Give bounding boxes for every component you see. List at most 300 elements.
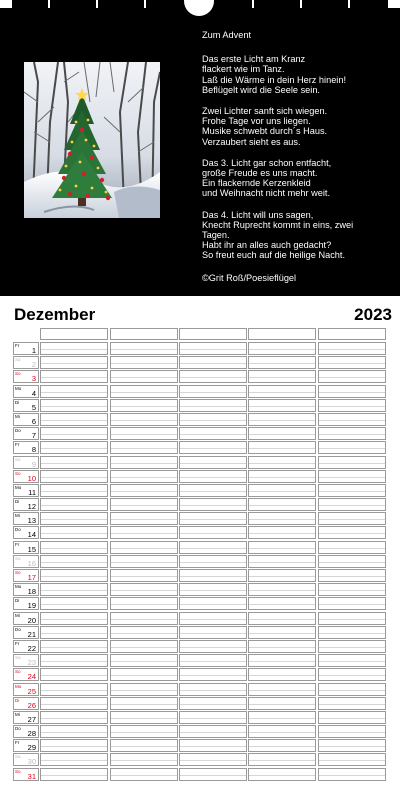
- entry-cell[interactable]: [40, 370, 108, 383]
- poem-line: Tagen.: [202, 230, 230, 241]
- entry-cell[interactable]: [110, 441, 178, 454]
- day-label-cell: [13, 541, 39, 554]
- entry-cell[interactable]: [110, 470, 178, 483]
- entry-cell[interactable]: [110, 654, 178, 667]
- entry-cell[interactable]: [179, 413, 247, 426]
- poem-line: Knecht Ruprecht kommt in eins, zwei: [202, 219, 354, 230]
- entry-cell[interactable]: [318, 541, 386, 554]
- entry-cell[interactable]: [179, 753, 247, 766]
- day-label-cell: [13, 597, 39, 610]
- entry-cell[interactable]: [110, 725, 178, 738]
- binding-tick: [144, 0, 146, 8]
- entry-cell[interactable]: [179, 626, 247, 639]
- entry-cell[interactable]: [318, 385, 386, 398]
- day-label-cell: [13, 385, 39, 398]
- entry-cell[interactable]: [248, 683, 316, 696]
- entry-cell[interactable]: [40, 456, 108, 469]
- entry-cell[interactable]: [248, 739, 316, 752]
- day-row: [13, 612, 387, 626]
- day-row: [13, 541, 387, 555]
- entry-cell[interactable]: [318, 654, 386, 667]
- entry-cell[interactable]: [248, 399, 316, 412]
- day-row: [13, 512, 387, 526]
- day-number: 21: [27, 629, 36, 639]
- entry-cell[interactable]: [110, 484, 178, 497]
- day-number: 1: [31, 346, 36, 355]
- entry-cell[interactable]: [40, 640, 108, 653]
- entry-cell[interactable]: [318, 668, 386, 681]
- entry-cell[interactable]: [179, 427, 247, 440]
- entry-cell[interactable]: [110, 753, 178, 766]
- weekday-abbrev: Fr: [15, 541, 20, 547]
- day-row: [13, 753, 387, 767]
- entry-cell[interactable]: [40, 512, 108, 525]
- day-label-cell: [13, 427, 39, 440]
- day-label-cell: [13, 711, 39, 724]
- day-label-cell: [13, 526, 39, 539]
- entry-cell[interactable]: [248, 512, 316, 525]
- entry-cell[interactable]: [248, 711, 316, 724]
- entry-cell[interactable]: [110, 399, 178, 412]
- day-label-cell: [13, 583, 39, 596]
- day-number: 2: [31, 360, 36, 370]
- column-header-cell[interactable]: [248, 328, 316, 340]
- poem-line: Frohe Tage vor uns liegen.: [202, 116, 311, 127]
- entry-cell[interactable]: [179, 356, 247, 369]
- day-row: [13, 654, 387, 668]
- entry-cell[interactable]: [179, 683, 247, 696]
- entry-cell[interactable]: [110, 612, 178, 625]
- weekday-abbrev: Mi: [15, 413, 20, 419]
- day-label-cell: [13, 470, 39, 483]
- binding-strip: [0, 0, 12, 8]
- entry-cell[interactable]: [318, 683, 386, 696]
- day-row: [13, 626, 387, 640]
- entry-cell[interactable]: [40, 711, 108, 724]
- day-number: 19: [27, 601, 36, 611]
- entry-cell[interactable]: [248, 498, 316, 511]
- entry-cell[interactable]: [110, 640, 178, 653]
- entry-cell[interactable]: [248, 626, 316, 639]
- weekday-abbrev: Sa: [15, 754, 21, 760]
- entry-cell[interactable]: [248, 697, 316, 710]
- poem-credit: ©Grit Roß/Poesieflügel: [202, 272, 297, 283]
- day-row: [13, 683, 387, 697]
- day-label-cell: [13, 768, 39, 781]
- entry-cell[interactable]: [110, 456, 178, 469]
- entry-cell[interactable]: [318, 470, 386, 483]
- day-label-cell: [13, 399, 39, 412]
- poem-title: Zum Advent: [202, 30, 252, 40]
- weekday-abbrev: Fr: [15, 343, 20, 348]
- day-number: 15: [27, 544, 36, 554]
- entry-cell[interactable]: [248, 541, 316, 554]
- entry-cell[interactable]: [248, 583, 316, 596]
- day-row: [13, 711, 387, 725]
- day-row: [13, 399, 387, 413]
- day-row: [13, 342, 387, 356]
- weekday-abbrev: Sa: [15, 655, 21, 661]
- weekday-abbrev: So: [15, 768, 21, 774]
- entry-cell[interactable]: [318, 484, 386, 497]
- entry-cell[interactable]: [40, 697, 108, 710]
- entry-cell[interactable]: [179, 498, 247, 511]
- poem-line: Musike schwebt durch´s Haus.: [202, 126, 328, 137]
- entry-cell[interactable]: [40, 356, 108, 369]
- weekday-abbrev: Di: [15, 697, 20, 703]
- day-label-cell: [13, 697, 39, 710]
- weekday-abbrev: So: [15, 371, 21, 377]
- day-label-cell: [13, 739, 39, 752]
- day-row: [13, 456, 387, 470]
- entry-cell[interactable]: [110, 385, 178, 398]
- day-label-cell: [13, 555, 39, 568]
- day-number: 3: [31, 374, 36, 384]
- entry-cell[interactable]: [110, 356, 178, 369]
- column-header-cell[interactable]: [40, 328, 108, 340]
- entry-cell[interactable]: [248, 768, 316, 781]
- entry-cell[interactable]: [110, 526, 178, 539]
- entry-cell[interactable]: [179, 441, 247, 454]
- day-label-cell: [13, 498, 39, 511]
- entry-cell[interactable]: [248, 526, 316, 539]
- poem-line: Verzaubert sieht es aus.: [202, 136, 301, 147]
- entry-cell[interactable]: [110, 768, 178, 781]
- entry-cell[interactable]: [40, 555, 108, 568]
- entry-cell[interactable]: [179, 668, 247, 681]
- entry-cell[interactable]: [40, 498, 108, 511]
- entry-cell[interactable]: [318, 399, 386, 412]
- day-label-cell: [13, 342, 39, 355]
- entry-cell[interactable]: [110, 342, 178, 355]
- entry-cell[interactable]: [318, 512, 386, 525]
- entry-cell[interactable]: [318, 640, 386, 653]
- day-row: [13, 470, 387, 484]
- entry-cell[interactable]: [40, 526, 108, 539]
- day-row: [13, 640, 387, 654]
- day-number: 22: [27, 643, 36, 653]
- entry-cell[interactable]: [40, 413, 108, 426]
- poem-stanza: [202, 210, 392, 261]
- poem-line: So freut euch auf die heilige Nacht.: [202, 250, 346, 261]
- entry-cell[interactable]: [40, 385, 108, 398]
- entry-cell[interactable]: [318, 626, 386, 639]
- day-number: 12: [27, 502, 36, 512]
- entry-cell[interactable]: [248, 427, 316, 440]
- weekday-abbrev: Sa: [15, 555, 21, 561]
- day-row: [13, 697, 387, 711]
- day-label-cell: [13, 484, 39, 497]
- day-label-cell: [13, 413, 39, 426]
- poem-line: Das 3. Licht gar schon entfacht,: [202, 157, 332, 168]
- entry-cell[interactable]: [318, 569, 386, 582]
- poem-text: [202, 30, 392, 283]
- entry-cell[interactable]: [110, 739, 178, 752]
- day-row: [13, 370, 387, 384]
- day-row: [13, 555, 387, 569]
- poem-line: flackert wie im Tanz.: [202, 64, 285, 75]
- entry-cell[interactable]: [318, 370, 386, 383]
- entry-cell[interactable]: [179, 456, 247, 469]
- weekday-abbrev: Di: [15, 598, 20, 604]
- weekday-abbrev: Mo: [15, 584, 22, 590]
- entry-cell[interactable]: [110, 370, 178, 383]
- entry-cell[interactable]: [318, 711, 386, 724]
- entry-cell[interactable]: [248, 385, 316, 398]
- entry-cell[interactable]: [40, 668, 108, 681]
- entry-cell[interactable]: [318, 456, 386, 469]
- entry-cell[interactable]: [248, 370, 316, 383]
- weekday-abbrev: Mi: [15, 612, 20, 618]
- entry-cell[interactable]: [318, 342, 386, 355]
- entry-cell[interactable]: [248, 456, 316, 469]
- entry-cell[interactable]: [110, 626, 178, 639]
- weekday-abbrev: Mo: [15, 683, 22, 689]
- weekday-abbrev: So: [15, 470, 21, 476]
- entry-cell[interactable]: [318, 356, 386, 369]
- day-number: 9: [31, 459, 36, 469]
- entry-cell[interactable]: [110, 583, 178, 596]
- poem-stanza: [202, 158, 392, 199]
- day-number: 10: [27, 473, 36, 483]
- entry-cell[interactable]: [248, 342, 316, 355]
- entry-cell[interactable]: [248, 597, 316, 610]
- poem-stanza: [202, 54, 392, 95]
- entry-cell[interactable]: [40, 626, 108, 639]
- day-row: [13, 385, 387, 399]
- poem-stanza: [202, 106, 392, 147]
- entry-cell[interactable]: [179, 370, 247, 383]
- entry-cell[interactable]: [40, 583, 108, 596]
- day-number: 11: [28, 487, 36, 497]
- day-row: [13, 413, 387, 427]
- day-label-cell: [13, 612, 39, 625]
- day-row: [13, 739, 387, 753]
- entry-cell[interactable]: [318, 597, 386, 610]
- entry-cell[interactable]: [318, 498, 386, 511]
- weekday-abbrev: Mo: [15, 385, 22, 391]
- entry-cell[interactable]: [179, 399, 247, 412]
- entry-cell[interactable]: [179, 654, 247, 667]
- entry-cell[interactable]: [179, 569, 247, 582]
- entry-cell[interactable]: [248, 654, 316, 667]
- entry-cell[interactable]: [110, 512, 178, 525]
- day-label-cell: [13, 569, 39, 582]
- weekday-abbrev: Do: [15, 626, 21, 632]
- weekday-abbrev: Sa: [15, 456, 21, 462]
- binding-tick: [96, 0, 98, 8]
- poem-line: Ein flackernde Kerzenkleid: [202, 178, 311, 189]
- poem-line: große Freude es uns macht.: [202, 168, 318, 179]
- day-label-cell: [13, 626, 39, 639]
- day-number: 18: [27, 587, 36, 597]
- entry-cell[interactable]: [110, 541, 178, 554]
- day-number: 4: [31, 388, 36, 398]
- entry-cell[interactable]: [318, 753, 386, 766]
- day-row: [13, 356, 387, 370]
- day-number: 30: [27, 757, 36, 767]
- day-number: 17: [27, 573, 36, 582]
- entry-cell[interactable]: [179, 342, 247, 355]
- day-row: [13, 768, 387, 782]
- entry-cell[interactable]: [40, 654, 108, 667]
- day-number: 20: [27, 615, 36, 625]
- entry-cell[interactable]: [318, 697, 386, 710]
- entry-cell[interactable]: [248, 640, 316, 653]
- entry-cell[interactable]: [179, 470, 247, 483]
- entry-cell[interactable]: [179, 541, 247, 554]
- weekday-abbrev: Fr: [15, 740, 20, 746]
- weekday-abbrev: Do: [15, 726, 21, 732]
- entry-cell[interactable]: [40, 768, 108, 781]
- entry-cell[interactable]: [248, 668, 316, 681]
- entry-cell[interactable]: [110, 555, 178, 568]
- entry-cell[interactable]: [179, 526, 247, 539]
- entry-cell[interactable]: [179, 612, 247, 625]
- day-number: 31: [27, 771, 36, 781]
- entry-cell[interactable]: [110, 711, 178, 724]
- calendar-grid: [13, 328, 387, 782]
- column-header-cell[interactable]: [179, 328, 247, 340]
- poem-line: Habt ihr an alles auch gedacht?: [202, 240, 332, 251]
- entry-cell[interactable]: [40, 342, 108, 355]
- binding-strip: [388, 0, 400, 8]
- day-row: [13, 427, 387, 441]
- poem-line: und Weihnacht nicht mehr weit.: [202, 188, 331, 199]
- poem-panel: [0, 0, 400, 296]
- entry-cell[interactable]: [318, 725, 386, 738]
- day-label-cell: [13, 356, 39, 369]
- weekday-abbrev: Di: [15, 499, 20, 505]
- entry-cell[interactable]: [248, 441, 316, 454]
- entry-cell[interactable]: [40, 753, 108, 766]
- day-number: 23: [27, 658, 36, 668]
- day-number: 14: [27, 530, 36, 540]
- day-label-cell: [13, 668, 39, 681]
- entry-cell[interactable]: [179, 711, 247, 724]
- entry-cell[interactable]: [248, 612, 316, 625]
- day-number: 7: [31, 431, 36, 441]
- weekday-abbrev: Di: [15, 399, 20, 405]
- entry-cell[interactable]: [40, 470, 108, 483]
- entry-cell[interactable]: [179, 484, 247, 497]
- entry-cell[interactable]: [179, 640, 247, 653]
- entry-cell[interactable]: [40, 597, 108, 610]
- entry-cell[interactable]: [318, 768, 386, 781]
- entry-cell[interactable]: [179, 697, 247, 710]
- entry-cell[interactable]: [40, 683, 108, 696]
- day-row: [13, 725, 387, 739]
- poem-line: Zwei Lichter sanft sich wiegen.: [202, 106, 328, 117]
- poem-line: Beflügelt wird die Seele sein.: [202, 84, 320, 95]
- entry-cell[interactable]: [40, 569, 108, 582]
- entry-cell[interactable]: [179, 768, 247, 781]
- entry-cell[interactable]: [318, 739, 386, 752]
- weekday-abbrev: Sa: [15, 357, 21, 363]
- weekday-abbrev: Mi: [15, 513, 20, 519]
- entry-cell[interactable]: [110, 697, 178, 710]
- column-header-cell[interactable]: [318, 328, 386, 340]
- entry-cell[interactable]: [110, 498, 178, 511]
- entry-cell[interactable]: [179, 739, 247, 752]
- entry-cell[interactable]: [110, 427, 178, 440]
- entry-cell[interactable]: [318, 413, 386, 426]
- entry-cell[interactable]: [248, 753, 316, 766]
- entry-cell[interactable]: [179, 385, 247, 398]
- entry-cell[interactable]: [40, 541, 108, 554]
- entry-cell[interactable]: [318, 612, 386, 625]
- day-row: [13, 569, 387, 583]
- day-row: [13, 583, 387, 597]
- entry-cell[interactable]: [40, 427, 108, 440]
- day-row: [13, 668, 387, 682]
- entry-cell[interactable]: [179, 725, 247, 738]
- entry-cell[interactable]: [248, 413, 316, 426]
- entry-cell[interactable]: [248, 569, 316, 582]
- weekday-abbrev: Do: [15, 527, 21, 533]
- entry-cell[interactable]: [40, 725, 108, 738]
- day-label-cell: [13, 456, 39, 469]
- day-number: 16: [27, 558, 36, 568]
- entry-cell[interactable]: [318, 583, 386, 596]
- entry-cell[interactable]: [248, 356, 316, 369]
- entry-cell[interactable]: [110, 668, 178, 681]
- entry-cell[interactable]: [179, 597, 247, 610]
- weekday-abbrev: Fr: [15, 442, 20, 448]
- entry-cell[interactable]: [318, 427, 386, 440]
- binding-tick: [300, 0, 302, 8]
- day-number: 28: [27, 729, 36, 739]
- entry-cell[interactable]: [318, 441, 386, 454]
- entry-cell[interactable]: [179, 512, 247, 525]
- day-number: 29: [27, 743, 36, 753]
- entry-cell[interactable]: [110, 597, 178, 610]
- entry-cell[interactable]: [40, 739, 108, 752]
- entry-cell[interactable]: [40, 399, 108, 412]
- day-label-cell: [13, 725, 39, 738]
- entry-cell[interactable]: [110, 683, 178, 696]
- entry-cell[interactable]: [40, 441, 108, 454]
- day-number: 6: [31, 416, 36, 426]
- entry-cell[interactable]: [318, 526, 386, 539]
- entry-cell[interactable]: [110, 569, 178, 582]
- day-number: 26: [27, 700, 36, 710]
- entry-cell[interactable]: [179, 583, 247, 596]
- day-number: 13: [27, 516, 36, 526]
- column-header-cell[interactable]: [110, 328, 178, 340]
- poem-line: Laß die Wärme in dein Herz hinein!: [202, 74, 347, 85]
- day-label-cell: [13, 753, 39, 766]
- year-title: 2023: [354, 305, 392, 324]
- day-label-cell: [13, 370, 39, 383]
- day-number: 27: [27, 714, 36, 724]
- day-number: 25: [27, 686, 36, 696]
- entry-cell[interactable]: [318, 555, 386, 568]
- day-label-cell: [13, 640, 39, 653]
- entry-cell[interactable]: [40, 484, 108, 497]
- day-label-cell: [13, 683, 39, 696]
- day-number: 24: [27, 672, 36, 682]
- entry-cell[interactable]: [110, 413, 178, 426]
- entry-cell[interactable]: [40, 612, 108, 625]
- weekday-abbrev: Mo: [15, 484, 22, 490]
- entry-cell[interactable]: [248, 725, 316, 738]
- entry-cell[interactable]: [248, 484, 316, 497]
- entry-cell[interactable]: [248, 555, 316, 568]
- entry-cell[interactable]: [248, 470, 316, 483]
- entry-cell[interactable]: [179, 555, 247, 568]
- weekday-abbrev: Do: [15, 428, 21, 434]
